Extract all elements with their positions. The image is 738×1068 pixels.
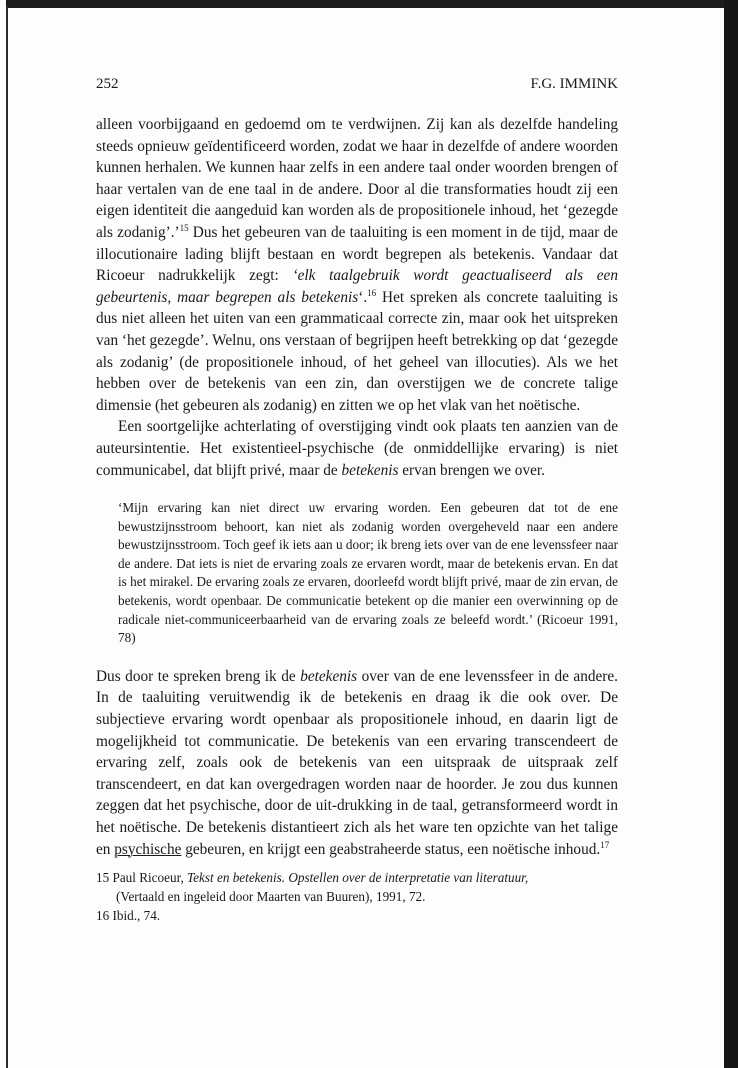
scan-border-right [724,0,738,1068]
paragraph-2 [96,416,618,481]
para2-text-1: Een soortgelijke achterlating of overstijging vindt ook plaats ten aanzien van de auteursintentie. Het existentieel-psychische (de onmiddellijke ervaring) is niet communicabel, dat blijft privé, maar de [96,418,618,479]
footnote-ref-17: 17 [600,839,610,850]
running-author: F.G. IMMINK [530,76,618,92]
para1-italic-quote: ‘elk taalgebruik wordt geactualiseerd als een gebeurtenis, maar begrepen als betekenis [96,267,618,306]
page-number: 252 [96,76,119,92]
footnote-15-title: Tekst en betekenis. Opstellen over de interpretatie van literatuur, [187,870,529,886]
footnote-15-number: 15 [96,870,110,886]
scan-border-top [6,0,738,8]
footnote-16-text: Ibid., 74. [112,908,161,924]
running-header [96,76,618,93]
footnote-15-continuation: (Vertaald en ingeleid door Maarten van Buuren), 1991, 72. [116,889,426,905]
para3-underlined: psychische [114,840,182,858]
para1-text-3: ‘. [358,288,368,306]
scan-border-left [6,6,8,1068]
page-body [96,114,618,925]
footnote-16-number: 16 [96,908,110,924]
footnote-15-author: Paul Ricoeur, [112,870,188,886]
footnote-16 [96,906,618,925]
footnote-15 [96,868,618,887]
para2-text-2: ervan brengen we over. [398,461,545,479]
footnotes [96,868,618,925]
block-quote: ‘Mijn ervaring kan niet direct uw ervaring worden. Een gebeuren dat tot de ene bewustzijnsstroom behoort, kan niet als zodanig worden overgeheveld naar een andere bewustzijnsstroom. Toch geef ik iets aan u door; ik breng iets over van de ene levenssfeer naar de andere. Dat iets is niet de ervaring zoals ze ervaren wordt, maar de betekenis ervan. En dat is het mirakel. De ervaring zoals ze ervaren, doorleefd wordt blijft privé, maar de zin ervan, de betekenis, wordt openbaar. De communicatie betekent op die manier een overwinning op de radicale niet-communiceerbaarheid van de ervaring zoals ze beleefd wordt.’ (Ricoeur 1991, 78) [118,500,618,646]
para3-text-1: Dus door te spreken breng ik de [96,667,301,685]
para1-text-2: Dus het gebeuren van de taaluiting is een moment in de tijd, maar de illocutionaire lading blijft bestaan en wordt begrepen als betekenis. Vandaar dat Ricoeur nadrukkelijk zegt: [96,223,618,285]
paragraph-3 [96,666,618,860]
para3-text-3: gebeuren, en krijgt een geabstraheerde status, een noëtische inhoud. [181,840,601,858]
para1-text-4: Het spreken als concrete taaluiting is dus niet alleen het uiten van een grammaticaal correcte zin, maar ook het uitspreken van ‘het gezegde’. Welnu, ons verstaan of begrijpen heeft betrekking op dat ‘gezegde als zodanig’ (de propositionele inhoud, of het geheel van illocuties). Als we het hebben over de betekenis van een zin, dan overstijgen we de concrete talige dimensie (het gebeuren als zodanig) en zitten we op het vlak van het noëtische. [96,288,618,414]
para1-text-1: alleen voorbijgaand en gedoemd om te verdwijnen. Zij kan als dezelfde handeling steeds opnieuw geïdentificeerd worden, zodat we haar in dezelfde of andere woorden kunnen herhalen. We kunnen haar zelfs in een andere taal onder woorden brengen of haar vertalen van de ene taal in de andere. Door al die transformaties houdt zij een eigen identiteit die aangeduid kan worden als de propositionele inhoud, het ‘gezegde als zodanig’.’ [96,116,618,241]
para3-italic: betekenis [300,667,358,685]
footnote-ref-15: 15 [179,222,189,233]
para3-text-2: over van de ene levenssfeer in de andere. In de taaluiting veruitwendig ik de betekenis en draag ik die ook over. De subjectieve ervaring wordt openbaar als propositionele inhoud, en daarin ligt de mogelijkheid tot communicatie. De betekenis van een ervaring transcendeert de ervaring zelf, zoals ook de betekenis van een uitspraak de uitspraak zelf transcendeert, en dat kan overgedragen worden naar de hoorder. Je zou dus kunnen zeggen dat het psychische, door de uit-drukking in de taal, getransformeerd wordt in het noëtische. De betekenis distantieert zich als het ware ten opzichte van het talige en [96,667,619,858]
footnote-ref-16: 16 [367,287,377,298]
paragraph-1 [96,114,618,416]
para2-italic: betekenis [341,461,399,479]
